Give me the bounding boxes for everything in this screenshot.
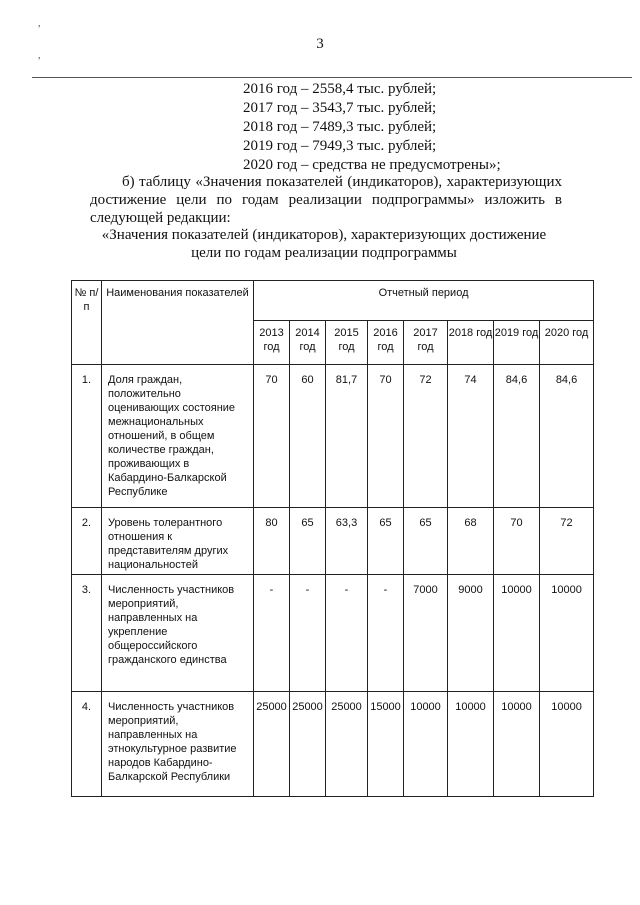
- table-row: [72, 692, 594, 797]
- indicator-value: -: [290, 575, 326, 692]
- indicator-value: 60: [290, 365, 326, 508]
- indicator-value: 84,6: [540, 365, 594, 508]
- row-number: 4.: [72, 692, 102, 797]
- funding-line: 2018 год – 7489,3 тыс. рублей;: [243, 119, 437, 135]
- column-header-period: Отчетный период: [254, 281, 594, 321]
- funding-list: [243, 80, 501, 175]
- indicator-value: 68: [448, 508, 494, 575]
- indicator-value: 72: [404, 365, 448, 508]
- indicator-value: 70: [254, 365, 290, 508]
- year-header: 2013 год: [254, 321, 290, 365]
- year-header: 2020 год: [540, 321, 594, 365]
- funding-line: 2016 год – 2558,4 тыс. рублей;: [243, 81, 437, 97]
- indicator-value: 65: [368, 508, 404, 575]
- indicators-table: [71, 280, 594, 797]
- year-header: 2014 год: [290, 321, 326, 365]
- margin-mark: ,: [38, 18, 41, 29]
- indicator-value: 72: [540, 508, 594, 575]
- table-row: [72, 365, 594, 508]
- row-number: 2.: [72, 508, 102, 575]
- indicator-value: 65: [290, 508, 326, 575]
- table-caption: «Значения показателей (индикаторов), характеризующих достижение цели по годам реализации подпрограммы: [101, 227, 547, 261]
- indicator-name: Уровень толерантного отношения к представителям других национальностей: [102, 508, 254, 575]
- funding-line: 2017 год – 3543,7 тыс. рублей;: [243, 100, 437, 116]
- row-number: 3.: [72, 575, 102, 692]
- indicator-value: 84,6: [494, 365, 540, 508]
- indicator-value: 81,7: [326, 365, 368, 508]
- page-number: 3: [316, 36, 324, 52]
- indicator-value: 10000: [494, 692, 540, 797]
- indicator-value: 25000: [254, 692, 290, 797]
- indicator-name: Доля граждан, положительно оценивающих состояние межнациональных отношений, в общем количестве граждан, проживающих в Кабардино-Балкарской Республике: [102, 365, 254, 508]
- indicator-value: 80: [254, 508, 290, 575]
- indicator-name: Численность участников мероприятий, направленных на этнокультурное развитие народов Кабардино-Балкарской Республики: [102, 692, 254, 797]
- header-rule: [32, 77, 632, 78]
- indicator-value: 7000: [404, 575, 448, 692]
- indicator-value: 70: [368, 365, 404, 508]
- indicator-value: 25000: [290, 692, 326, 797]
- indicator-value: 63,3: [326, 508, 368, 575]
- margin-mark: ,: [38, 50, 41, 61]
- table-row: [72, 575, 594, 692]
- indicator-value: -: [254, 575, 290, 692]
- indicator-value: 10000: [540, 575, 594, 692]
- year-header: 2018 год: [448, 321, 494, 365]
- indicator-value: -: [368, 575, 404, 692]
- indicator-value: 65: [404, 508, 448, 575]
- indicator-value: -: [326, 575, 368, 692]
- indicator-value: 9000: [448, 575, 494, 692]
- column-header-number: № п/п: [72, 281, 102, 365]
- indicator-value: 25000: [326, 692, 368, 797]
- year-header: 2017 год: [404, 321, 448, 365]
- indicator-value: 15000: [368, 692, 404, 797]
- funding-line: 2019 год – 7949,3 тыс. рублей;: [243, 138, 437, 154]
- amendment-paragraph: б) таблицу «Значения показателей (индикаторов), характеризующих достижение цели по годам реализации подпрограммы» изложить в следующей редакции:: [90, 174, 562, 226]
- year-header: 2015 год: [326, 321, 368, 365]
- indicator-value: 74: [448, 365, 494, 508]
- table-row: [72, 508, 594, 575]
- funding-line: 2020 год – средства не предусмотрены»;: [243, 157, 501, 173]
- indicator-value: 10000: [540, 692, 594, 797]
- year-header: 2019 год: [494, 321, 540, 365]
- column-header-name: Наименования показателей: [102, 281, 254, 365]
- row-number: 1.: [72, 365, 102, 508]
- indicator-value: 10000: [448, 692, 494, 797]
- indicator-value: 70: [494, 508, 540, 575]
- year-header: 2016 год: [368, 321, 404, 365]
- indicator-value: 10000: [494, 575, 540, 692]
- indicator-value: 10000: [404, 692, 448, 797]
- indicator-name: Численность участников мероприятий, направленных на укрепление общероссийского гражданского единства: [102, 575, 254, 692]
